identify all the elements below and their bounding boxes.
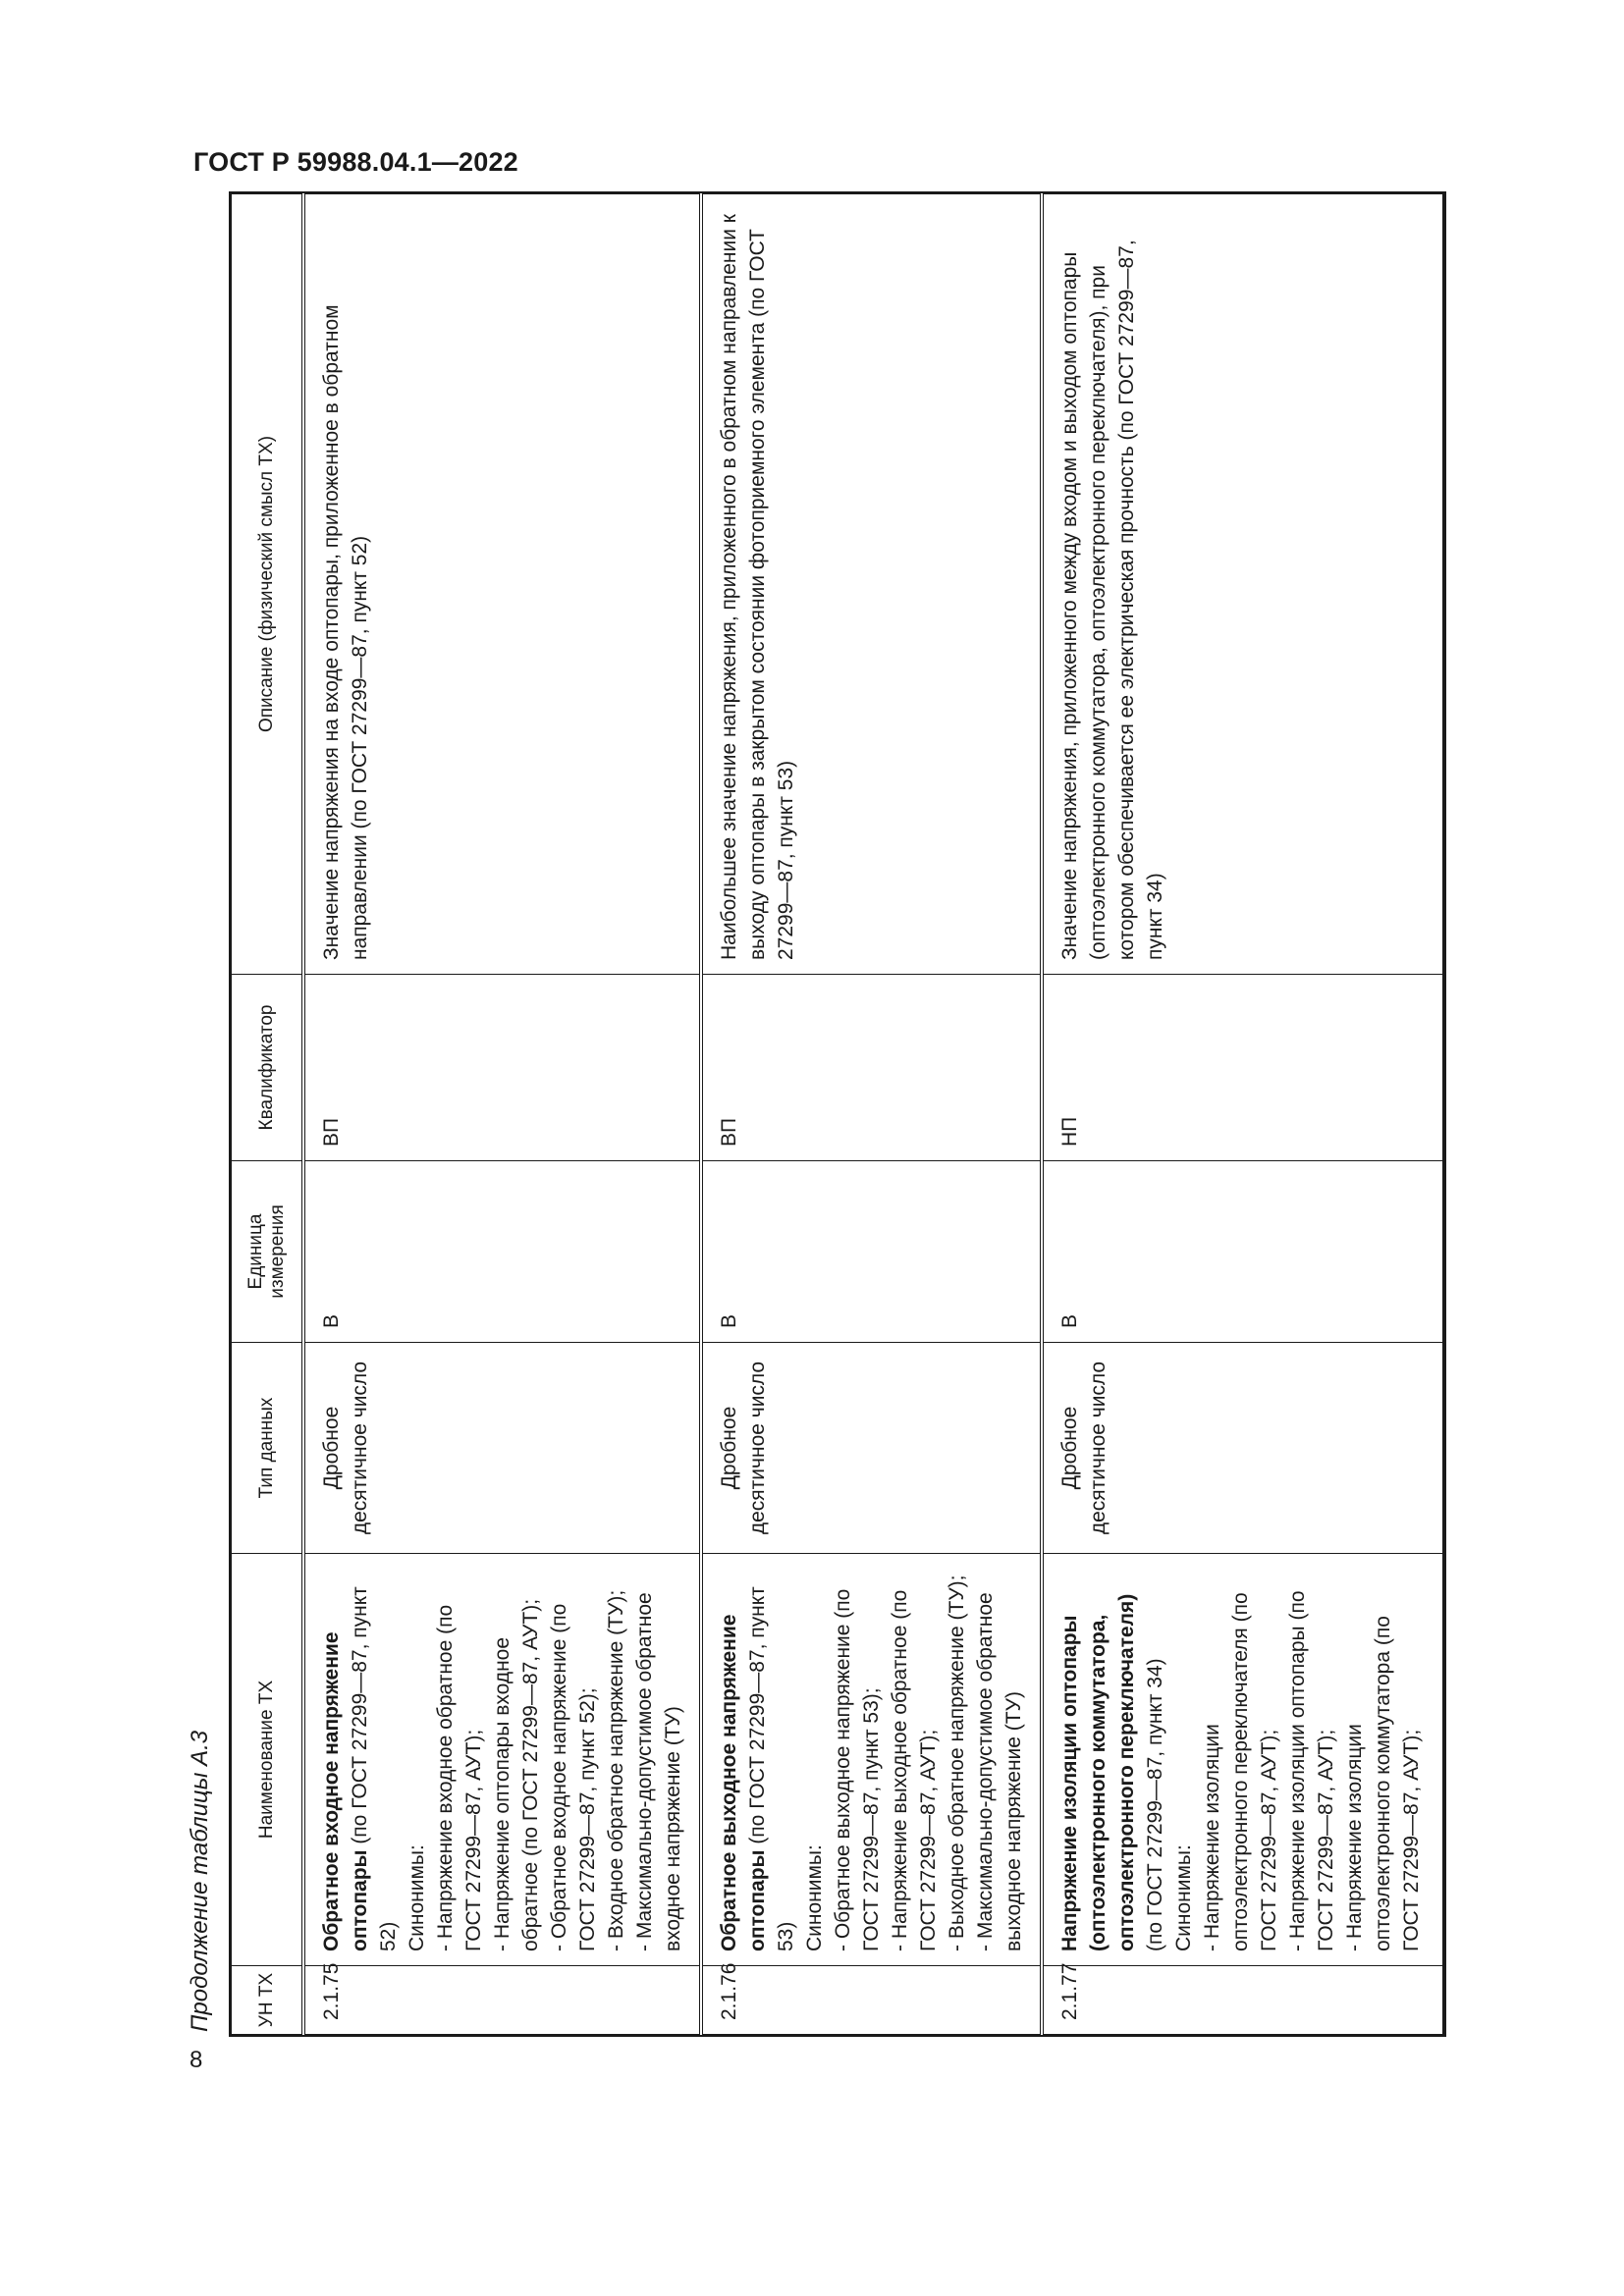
synonym-item: - Обратное входное напряжение (по ГОСТ 27299—87, пункт 52); — [548, 1603, 599, 1951]
row-name-bold: Напряжение изоляции оптопары (оптоэлектронного коммутатора, оптоэлектронного переключателя) — [1058, 1593, 1138, 1951]
row-name-bold: Обратное входное напряжение оптопары — [320, 1631, 371, 1951]
synonym-item: - Напряжение выходное обратное (по ГОСТ 27299—87, АУТ); — [889, 1589, 940, 1951]
synonyms-label: Синонимы: — [406, 1844, 428, 1951]
row-qualifier: ВП — [701, 975, 1042, 1161]
document-code: ГОСТ Р 59988.04.1—2022 — [193, 147, 518, 177]
table-caption: Продолжение таблицы А.3 — [187, 1730, 213, 2032]
synonym-item: - Напряжение изоляции оптоэлектронного переключателя (по ГОСТ 27299—87, АУТ); — [1201, 1592, 1280, 1951]
synonym-item: - Напряжение входное обратное (по ГОСТ 27299—87, АУТ); — [434, 1604, 485, 1951]
row-name-reference: (по ГОСТ 27299—87, пункт 34) — [1144, 1658, 1166, 1951]
row-name — [1042, 1554, 1443, 1966]
column-header-unit: Единица измерения — [232, 1161, 304, 1343]
synonym-item: - Напряжение изоляции оптоэлектронного коммутатора (по ГОСТ 27299—87, АУТ); — [1343, 1616, 1423, 1951]
row-name — [701, 1554, 1042, 1966]
synonym-item: - Обратное выходное напряжение (по ГОСТ 27299—87, пункт 53); — [832, 1588, 883, 1951]
column-header-id: УН ТХ — [232, 1966, 304, 2035]
characteristics-table — [229, 191, 1446, 2037]
column-header-name: Наименование ТХ — [232, 1554, 304, 1966]
row-name-reference: (по ГОСТ 27299—87, пункт 53) — [746, 1586, 797, 1951]
row-description: Наибольшее значение напряжения, приложенного в обратном направлении к выходу оптопары в закрытом состоянии фотоприемного элемента (по ГОСТ 27299—87, пункт 53) — [701, 194, 1042, 975]
column-header-qualifier: Квалификатор — [232, 975, 304, 1161]
row-qualifier: НП — [1042, 975, 1443, 1161]
synonym-item: - Напряжение изоляции оптопары (по ГОСТ 27299—87, АУТ); — [1286, 1590, 1337, 1951]
row-unit: В — [1042, 1161, 1443, 1343]
synonym-item: - Максимально-допустимое обратное входное напряжение (ТУ) — [633, 1592, 684, 1951]
row-id: 2.1.76 — [701, 1966, 1042, 2035]
synonym-item: - Максимально-допустимое обратное выходное напряжение (ТУ) — [974, 1592, 1025, 1951]
column-header-data-type: Тип данных — [232, 1343, 304, 1554]
row-qualifier: ВП — [303, 975, 701, 1161]
synonyms-label: Синонимы: — [1172, 1844, 1195, 1951]
synonym-item: - Выходное обратное напряжение (ТУ); — [946, 1575, 968, 1951]
row-name — [303, 1554, 701, 1966]
row-description: Значение напряжения на входе оптопары, приложенное в обратном направлении (по ГОСТ 27299—87, пункт 52) — [303, 194, 701, 975]
row-unit: В — [701, 1161, 1042, 1343]
row-name-bold: Обратное выходное напряжение оптопары — [718, 1614, 769, 1951]
table-header-row — [232, 194, 304, 2035]
row-description: Значение напряжения, приложенного между входом и выходом оптопары (оптоэлектронного коммутатора, оптоэлектронного переключателя), при котором обеспечивается ее электрическая прочность (по ГОСТ 27299—87, пункт 34) — [1042, 194, 1443, 975]
row-unit: В — [303, 1161, 701, 1343]
row-data-type: Дробное десятичное число — [1042, 1343, 1443, 1554]
synonym-item: - Напряжение оптопары входное обратное (по ГОСТ 27299—87, АУТ); — [491, 1598, 542, 1951]
row-id: 2.1.75 — [303, 1966, 701, 2035]
row-data-type: Дробное десятичное число — [303, 1343, 701, 1554]
page-number: 8 — [189, 2047, 203, 2073]
row-name-reference: (по ГОСТ 27299—87, пункт 52) — [349, 1586, 400, 1951]
table-row — [303, 194, 701, 2035]
table-row — [701, 194, 1042, 2035]
row-id: 2.1.77 — [1042, 1966, 1443, 2035]
table-row — [1042, 194, 1443, 2035]
synonym-item: - Входное обратное напряжение (ТУ); — [605, 1589, 627, 1951]
rotated-table-sheet — [177, 108, 1473, 2061]
column-header-description: Описание (физический смысл ТХ) — [232, 194, 304, 975]
row-data-type: Дробное десятичное число — [701, 1343, 1042, 1554]
synonyms-label: Синонимы: — [803, 1844, 826, 1951]
